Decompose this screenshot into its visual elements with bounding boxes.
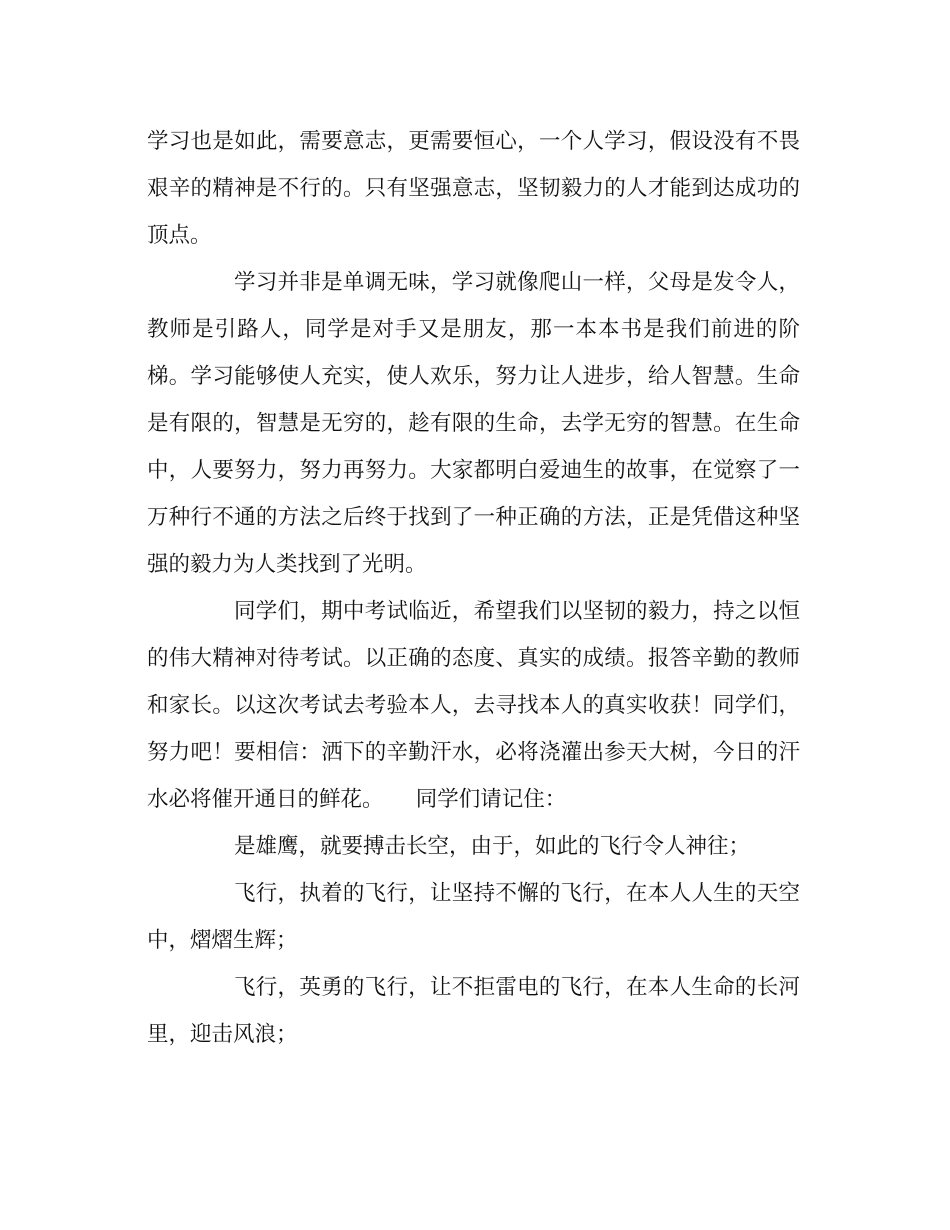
paragraph-5: 飞行，执着的飞行，让坚持不懈的飞行，在本人人生的天空中，熠熠生辉；	[147, 881, 800, 953]
document-body	[147, 118, 800, 1058]
paragraph-6: 飞行，英勇的飞行，让不拒雷电的飞行，在本人生命的长河里，迎击风浪；	[147, 975, 800, 1047]
paragraph-2: 学习并非是单调无味，学习就像爬山一样，父母是发令人，教师是引路人，同学是对手又是朋友，那一本本书是我们前进的阶梯。学习能够使人充实，使人欢乐，努力让人进步，给人智慧。生命是有限的，智慧是无穷的，趁有限的生命，去学无穷的智慧。在生命中，人要努力，努力再努力。大家都明白爱迪生的故事，在觉察了一万种行不通的方法之后终于找到了一种正确的方法，正是凭借这种坚强的毅力为人类找到了光明。	[147, 270, 800, 577]
paragraph-1: 学习也是如此，需要意志，更需要恒心，一个人学习，假设没有不畏艰辛的精神是不行的。只有坚强意志，坚韧毅力的人才能到达成功的顶点。	[147, 129, 800, 248]
paragraph-3: 同学们，期中考试临近，希望我们以坚韧的毅力，持之以恒的伟大精神对待考试。以正确的态度、真实的成绩。报答辛勤的教师和家长。以这次考试去考验本人，去寻找本人的真实收获！同学们，努力吧！要相信：洒下的辛勤汗水，必将浇灌出参天大树，今日的汗水必将催开通日的鲜花。 同学们请记住：	[147, 599, 800, 812]
paragraph-4: 是雄鹰，就要搏击长空，由于，如此的飞行令人神往；	[234, 834, 751, 859]
